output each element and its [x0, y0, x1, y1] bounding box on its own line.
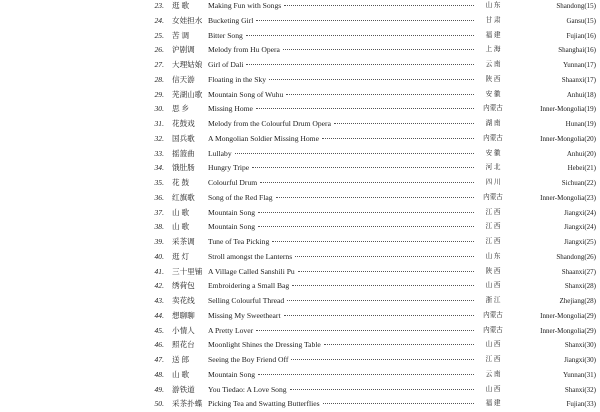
entry-english-title: Missing Home: [208, 104, 253, 114]
dot-leader: [298, 271, 474, 272]
entry-english-title: Stroll amongst the Lanterns: [208, 251, 293, 261]
toc-entry: [0, 191, 600, 206]
toc-entry: [0, 353, 600, 368]
entry-province-chinese: 陕 西: [485, 267, 501, 275]
entry-title-group: [208, 147, 474, 162]
entry-province-chinese: 四 川: [485, 179, 501, 186]
entry-number: 23.: [154, 1, 164, 10]
entry-province-page: Zhejiang(28): [559, 297, 596, 305]
entry-province-page: Anhui(20): [566, 149, 596, 158]
entry-province-page: Jiangxi(24): [564, 223, 596, 232]
toc-entry: [0, 29, 600, 44]
entry-province-chinese: 云 南: [485, 61, 501, 68]
entry-province-page: Inner-Mongolia(19): [540, 105, 596, 114]
toc-entry: [0, 235, 600, 250]
entry-chinese-title: 女娃担水: [172, 15, 203, 25]
entry-english-title: Lullaby: [208, 148, 232, 158]
entry-english-title: Selling Colourful Thread: [208, 296, 285, 305]
entry-province-page: Fujian(33): [566, 400, 596, 409]
dot-leader: [256, 330, 474, 331]
entry-number: 33.: [154, 148, 164, 158]
entry-title-group: [208, 368, 474, 383]
entry-number: 34.: [154, 163, 164, 173]
entry-province-chinese: 江 西: [485, 223, 501, 231]
toc-entry: [0, 220, 600, 235]
entry-english-title: Mountain Song: [208, 369, 256, 379]
entry-english-title: You Tiedao: A Love Song: [208, 384, 287, 394]
dot-leader: [256, 108, 474, 109]
entry-province-page: Hebei(21): [567, 164, 596, 173]
toc-entry: [0, 88, 600, 103]
entry-english-title: Hungry Tripe: [208, 163, 250, 173]
entry-english-title: Tune of Tea Picking: [208, 237, 270, 246]
entry-chinese-title: 国兵歌: [172, 133, 195, 143]
entry-province-page: Shandong(26): [556, 252, 596, 261]
entry-province-chinese: 陕 西: [485, 75, 501, 83]
entry-title-group: [208, 279, 474, 294]
entry-number: 43.: [154, 296, 164, 305]
toc-entry: [0, 14, 600, 29]
entry-province-chinese: 江 西: [485, 208, 501, 216]
entry-number: 45.: [154, 325, 164, 335]
entry-title-group: [208, 14, 474, 29]
entry-title-group: [208, 324, 474, 339]
entry-chinese-title: 山 歌: [172, 207, 190, 217]
entry-english-title: A Village Called Sanshili Pu: [208, 266, 295, 276]
dot-leader: [269, 79, 474, 80]
entry-number: 31.: [154, 119, 164, 128]
toc-entry: [0, 161, 600, 176]
entry-province-chinese: 山 西: [485, 385, 501, 393]
dot-leader: [235, 153, 474, 154]
toc-entry: [0, 338, 600, 353]
entry-province-chinese: 山 东: [485, 2, 501, 9]
entry-province-chinese: 内蒙古: [483, 134, 503, 142]
entry-chinese-title: 苦 调: [172, 30, 190, 40]
entry-english-title: Melody from the Colourful Drum Opera: [208, 119, 331, 128]
entry-english-title: A Mongolian Soldier Missing Home: [208, 133, 319, 143]
entry-english-title: Floating in the Sky: [208, 74, 267, 84]
entry-number: 49.: [154, 384, 164, 394]
toc-entry: [0, 0, 600, 14]
entry-english-title: Moonlight Shines the Dressing Table: [208, 340, 321, 350]
entry-title-group: [208, 43, 474, 58]
entry-chinese-title: 三十里铺: [172, 266, 203, 276]
entry-chinese-title: 逛 灯: [172, 251, 190, 261]
entry-province-page: Yunnan(17): [562, 61, 596, 69]
entry-title-group: [208, 73, 474, 88]
entry-province-page: Fujian(16): [566, 31, 596, 40]
entry-chinese-title: 绣荷包: [172, 281, 195, 291]
toc-entry: [0, 117, 600, 132]
entry-title-group: [208, 220, 474, 235]
entry-province-chinese: 内蒙古: [483, 193, 503, 201]
entry-chinese-title: 逛 歌: [172, 1, 190, 10]
entry-english-title: Melody from Hu Opera: [208, 45, 280, 55]
entry-province-page: Gansu(15): [566, 16, 596, 25]
entry-title-group: [208, 383, 474, 398]
entry-title-group: [208, 132, 474, 147]
toc-entry: [0, 147, 600, 162]
dot-leader: [290, 389, 474, 390]
entry-chinese-title: 卖花线: [172, 296, 195, 305]
entry-number: 27.: [154, 60, 164, 69]
toc-entry: [0, 250, 600, 265]
dot-leader: [276, 197, 474, 198]
entry-province-chinese: 江 西: [485, 238, 501, 245]
entry-number: 37.: [154, 207, 164, 217]
entry-chinese-title: 摇篮曲: [172, 148, 195, 158]
entry-chinese-title: 信天游: [172, 74, 195, 84]
entry-number: 48.: [154, 369, 164, 379]
entry-english-title: Seeing the Boy Friend Off: [208, 355, 289, 364]
entry-province-chinese: 安 徽: [485, 90, 501, 98]
entry-province-chinese: 福 建: [485, 400, 501, 408]
entry-province-page: Shanxi(32): [564, 385, 596, 394]
toc-entry: [0, 132, 600, 147]
entry-english-title: Bitter Song: [208, 30, 243, 40]
dot-leader: [287, 300, 474, 301]
entry-province-chinese: 内蒙古: [483, 326, 503, 334]
entry-number: 29.: [154, 89, 164, 99]
entry-chinese-title: 思 乡: [172, 104, 190, 114]
entry-number: 40.: [154, 251, 164, 261]
entry-number: 36.: [154, 192, 164, 202]
entry-province-page: Jiangxi(24): [564, 208, 596, 217]
entry-province-chinese: 河 北: [485, 164, 501, 172]
entry-province-chinese: 湖 南: [485, 120, 501, 127]
toc-entry: [0, 324, 600, 339]
entry-province-chinese: 内蒙古: [483, 105, 503, 113]
toc-entry: [0, 368, 600, 383]
entry-province-chinese: 山 东: [485, 252, 501, 260]
entry-number: 26.: [154, 45, 164, 55]
entry-chinese-title: 游铁道: [172, 384, 195, 394]
toc-entry: [0, 383, 600, 398]
entry-number: 28.: [154, 74, 164, 84]
entry-province-chinese: 上 海: [485, 46, 501, 54]
entry-province-page: Shanxi(30): [564, 341, 596, 350]
entry-province-page: Yunnan(31): [562, 370, 596, 379]
dot-leader: [258, 212, 474, 213]
entry-title-group: [208, 191, 474, 206]
toc-entry: [0, 58, 600, 73]
dot-leader: [323, 403, 474, 404]
entry-chinese-title: 花 鼓: [172, 178, 190, 187]
entry-province-chinese: 浙 江: [485, 297, 501, 304]
dot-leader: [260, 182, 474, 183]
entry-number: 30.: [154, 104, 164, 114]
entry-title-group: [208, 176, 474, 191]
dot-leader: [246, 35, 474, 36]
entry-title-group: [208, 102, 474, 117]
toc-entry: [0, 294, 600, 309]
entry-english-title: Girl of Dali: [208, 60, 244, 69]
entry-province-page: Shanghai(16): [558, 46, 596, 55]
dot-leader: [295, 256, 474, 257]
dot-leader: [258, 374, 474, 375]
dot-leader: [291, 359, 474, 360]
toc-entry: [0, 176, 600, 191]
entry-title-group: [208, 29, 474, 44]
entry-chinese-title: 沪剧调: [172, 45, 195, 55]
entry-province-page: Inner-Mongolia(23): [540, 193, 596, 202]
entry-chinese-title: 红旗歌: [172, 192, 195, 202]
entry-number: 41.: [154, 266, 164, 276]
entry-english-title: Mountain Song: [208, 207, 256, 217]
entry-number: 38.: [154, 222, 164, 232]
entry-province-chinese: 山 西: [485, 341, 501, 349]
entry-chinese-title: 花鼓戏: [172, 119, 195, 128]
dot-leader: [283, 49, 474, 50]
entry-chinese-title: 大理姑娘: [172, 60, 203, 69]
dot-leader: [322, 138, 474, 139]
dot-leader: [292, 285, 474, 286]
entry-province-page: Jiangxi(30): [564, 356, 596, 364]
dot-leader: [284, 315, 474, 316]
entry-province-page: Anhui(18): [566, 90, 596, 99]
toc-entry: [0, 102, 600, 117]
entry-number: 25.: [154, 30, 164, 40]
entry-english-title: Bucketing Girl: [208, 15, 254, 25]
dot-leader: [252, 167, 474, 168]
entry-title-group: [208, 117, 474, 132]
entry-number: 44.: [154, 310, 164, 320]
entry-province-chinese: 内蒙古: [483, 311, 503, 319]
entry-province-page: Shanxi(28): [564, 282, 596, 291]
entry-province-chinese: 甘 肃: [485, 16, 501, 24]
entry-province-page: Sichuan(22): [561, 179, 596, 187]
entry-number: 32.: [154, 133, 164, 143]
entry-chinese-title: 小情人: [172, 325, 195, 335]
entry-title-group: [208, 294, 474, 309]
entry-english-title: Embroidering a Small Bag: [208, 281, 290, 291]
entry-chinese-title: 采茶扑蝶: [172, 399, 203, 409]
dot-leader: [334, 123, 474, 124]
dot-leader: [256, 20, 474, 21]
entry-number: 50.: [154, 399, 164, 409]
entry-english-title: Mountain Song: [208, 222, 256, 232]
toc-entry: [0, 279, 600, 294]
entry-chinese-title: 照花台: [172, 340, 195, 350]
dot-leader: [258, 226, 474, 227]
entry-province-page: Inner-Mongolia(29): [540, 311, 596, 320]
entry-title-group: [208, 265, 474, 280]
entry-title-group: [208, 0, 474, 14]
dot-leader: [324, 344, 474, 345]
entry-title-group: [208, 353, 474, 368]
entry-number: 39.: [154, 237, 164, 246]
entry-number: 42.: [154, 281, 164, 291]
entry-english-title: A Pretty Lover: [208, 325, 254, 335]
entry-province-chinese: 江 西: [485, 356, 501, 363]
entry-english-title: Colourful Drum: [208, 178, 258, 187]
entry-title-group: [208, 309, 474, 324]
entry-chinese-title: 山 歌: [172, 222, 190, 232]
entry-number: 47.: [154, 355, 164, 364]
entry-title-group: [208, 397, 474, 412]
entry-number: 35.: [154, 178, 164, 187]
entry-chinese-title: 采茶调: [172, 237, 195, 246]
entry-province-chinese: 山 西: [485, 282, 501, 290]
toc-entry: [0, 397, 600, 412]
entry-chinese-title: 饿肚肠: [172, 163, 195, 173]
entry-province-chinese: 安 徽: [485, 149, 501, 157]
entry-title-group: [208, 250, 474, 265]
entry-province-page: Jiangxi(25): [564, 238, 596, 246]
dot-leader: [246, 64, 474, 65]
entry-title-group: [208, 58, 474, 73]
entry-english-title: Song of the Red Flag: [208, 192, 273, 202]
entry-english-title: Mountain Song of Wuhu: [208, 89, 284, 99]
toc-entry: [0, 206, 600, 221]
toc-entry: [0, 309, 600, 324]
entry-province-chinese: 福 建: [485, 31, 501, 39]
toc-entry: [0, 43, 600, 58]
entry-province-page: Shaanxi(27): [561, 267, 596, 276]
entry-number: 46.: [154, 340, 164, 350]
entry-title-group: [208, 88, 474, 103]
entry-title-group: [208, 161, 474, 176]
toc-entry: [0, 73, 600, 88]
entry-province-page: Shaanxi(17): [561, 75, 596, 84]
entry-province-page: Hunan(19): [565, 120, 596, 128]
dot-leader: [284, 5, 474, 6]
entry-province-page: Inner-Mongolia(29): [540, 326, 596, 335]
entry-title-group: [208, 338, 474, 353]
entry-chinese-title: 想聊聊: [172, 310, 195, 320]
entry-title-group: [208, 206, 474, 221]
toc-entry: [0, 265, 600, 280]
entry-chinese-title: 山 歌: [172, 369, 190, 379]
dot-leader: [272, 241, 474, 242]
entry-province-page: Shandong(15): [556, 2, 596, 10]
entry-title-group: [208, 235, 474, 250]
entry-province-page: Inner-Mongolia(20): [540, 134, 596, 143]
dot-leader: [286, 94, 474, 95]
entry-chinese-title: 送 郎: [172, 355, 190, 364]
entry-english-title: Picking Tea and Swatting Butterflies: [208, 399, 320, 409]
entry-english-title: Making Fun with Songs: [208, 1, 282, 10]
entry-province-chinese: 云 南: [485, 370, 501, 378]
entry-number: 24.: [154, 15, 164, 25]
entry-chinese-title: 芜湖山歌: [172, 89, 203, 99]
entry-english-title: Missing My Sweetheart: [208, 310, 281, 320]
